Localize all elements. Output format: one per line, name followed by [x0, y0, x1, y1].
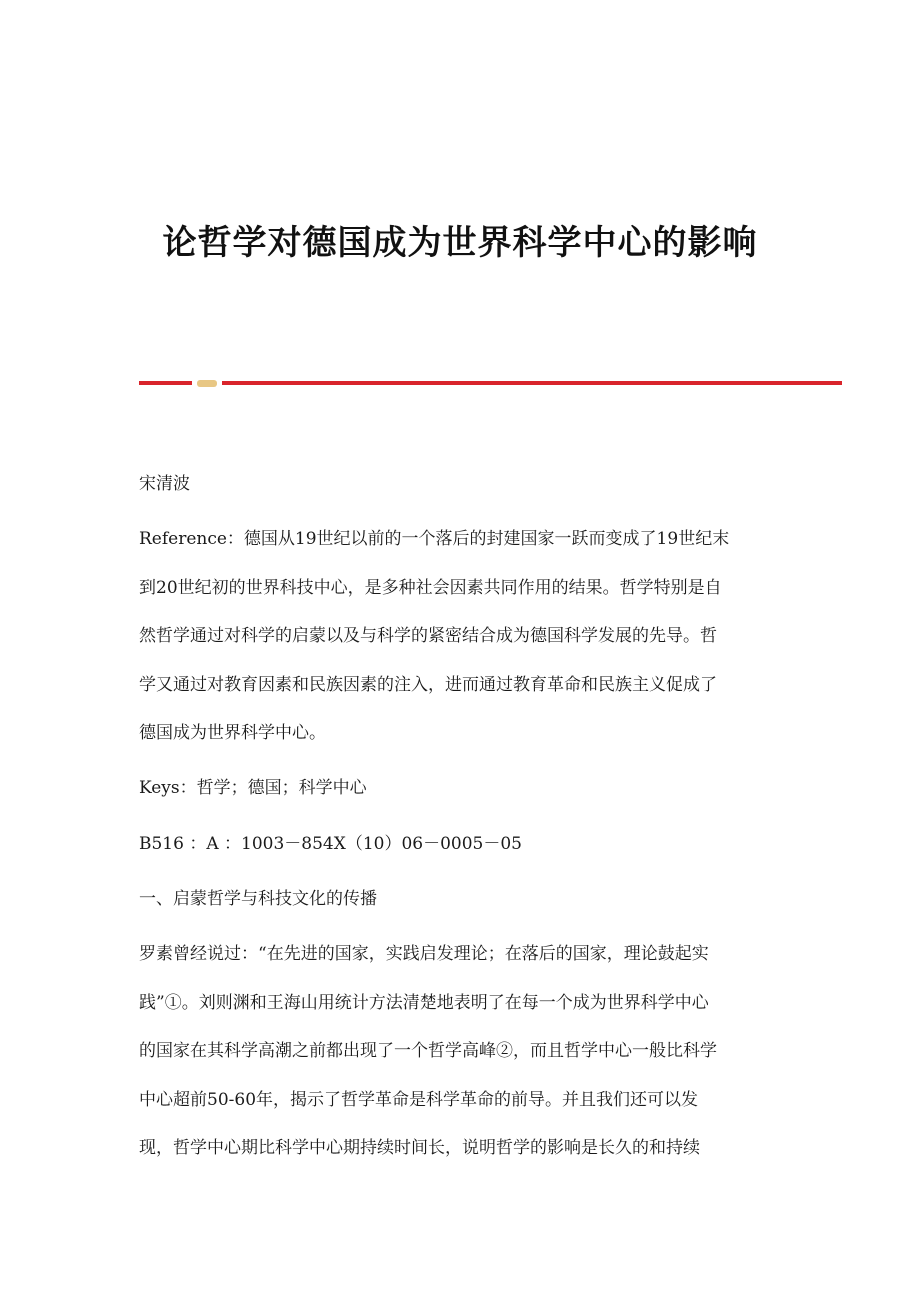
body-line: 践”①。刘则渊和王海山用统计方法清楚地表明了在每一个成为世界科学中心 — [139, 992, 709, 1013]
body-paragraph — [139, 930, 781, 1173]
title-divider-left — [139, 381, 192, 385]
abstract-line: 学又通过对教育因素和民族因素的注入，进而通过教育革命和民族主义促成了 — [139, 674, 717, 695]
classification-code: B516 ：A ：1003－854X（10）06－0005－05 — [139, 834, 522, 854]
divider-ornament-icon — [197, 380, 217, 387]
body-line: 的国家在其科学高潮之前都出现了一个哲学高峰②，而且哲学中心一般比科学 — [139, 1041, 717, 1061]
abstract-line: 德国成为世界科学中心。 — [139, 723, 326, 743]
body-line: 现，哲学中心期比科学中心期持续时间长，说明哲学的影响是长久的和持续 — [139, 1138, 700, 1158]
abstract-line: 然哲学通过对科学的启蒙以及与科学的紧密结合成为德国科学发展的先导。哲 — [139, 626, 717, 646]
body-line: 罗素曾经说过：“在先进的国家，实践启发理论；在落后的国家，理论鼓起实 — [139, 944, 709, 964]
abstract-line: 到20世纪初的世界科技中心，是多种社会因素共同作用的结果。哲学特别是自 — [139, 577, 722, 598]
body-line: 中心超前50-60年，揭示了哲学革命是科学革命的前导。并且我们还可以发 — [139, 1089, 699, 1110]
abstract-line: Reference：德国从19世纪以前的一个落后的封建国家一跃而变成了19世纪末 — [139, 529, 730, 549]
title-divider-right — [222, 381, 842, 385]
document-title: 论哲学对德国成为世界科学中心的影响 — [162, 223, 758, 263]
author-name: 宋清波 — [139, 474, 190, 494]
abstract — [139, 515, 781, 758]
keywords: Keys：哲学；德国；科学中心 — [139, 778, 367, 798]
section-heading: 一、启蒙哲学与科技文化的传播 — [139, 889, 377, 909]
